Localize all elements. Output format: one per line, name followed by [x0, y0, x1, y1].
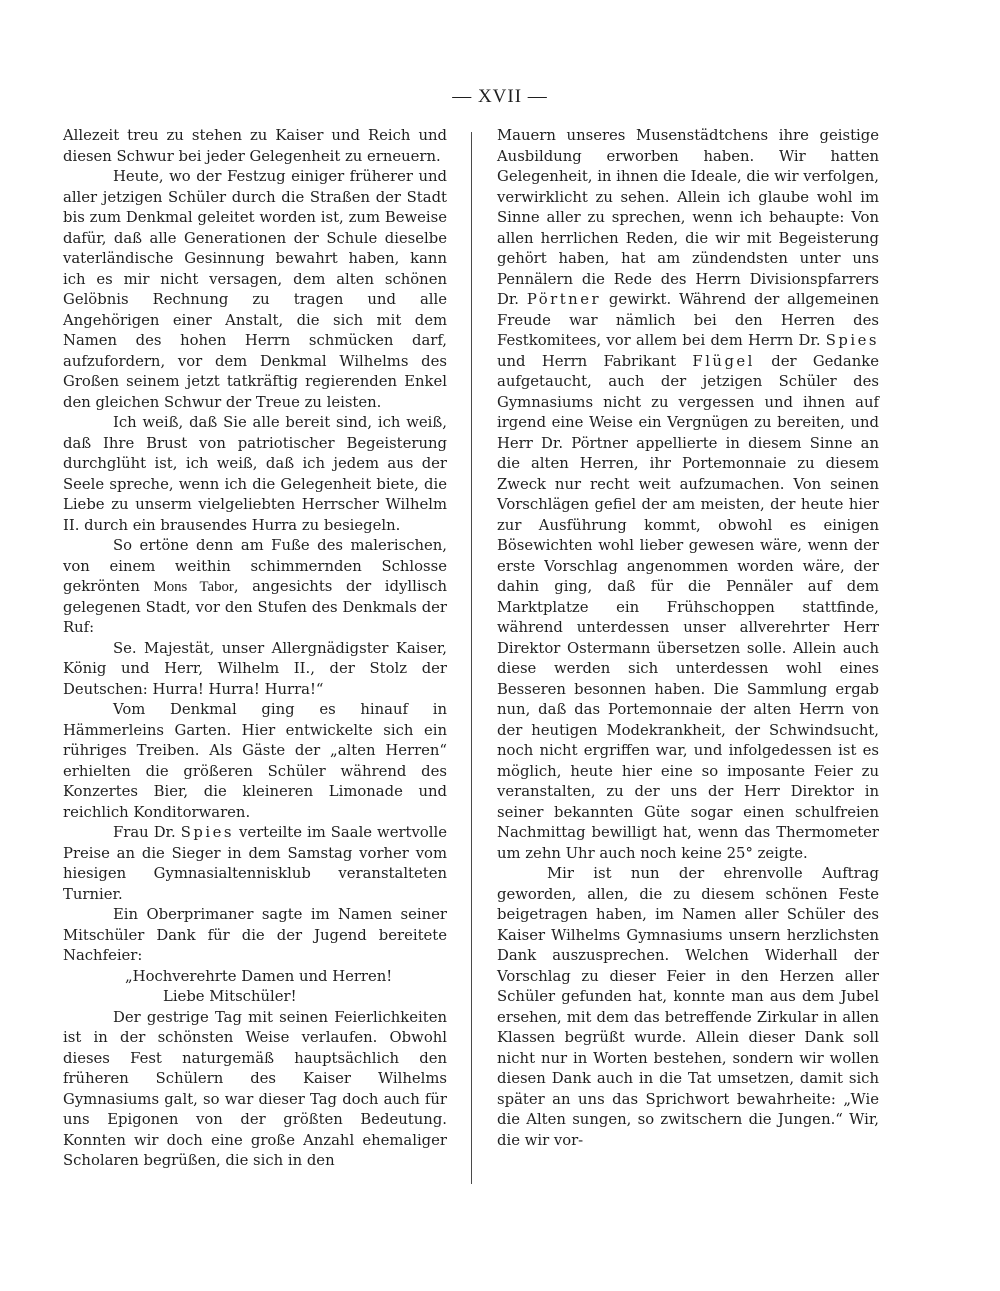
text-run: So ertöne denn am Fuße des malerischen, von einem weithin schimmernden Schlosse gekrönten [63, 537, 447, 595]
paragraph: Vom Denkmal ging es hinauf in Hämmerleins Garten. Hier entwickelte sich ein rühriges Treiben. Als Gäste der „alten Herren“ erhielten die größeren Schüler während des Konzertes Bier, die kleineren Limonade und reichlich Konditorwaren. [63, 701, 447, 821]
paragraph [63, 823, 447, 905]
latin-place-name: Mons Tabor [153, 579, 234, 595]
paragraph: Heute, wo der Festzug einiger früherer und aller jetzigen Schüler durch die Straßen der Stadt bis zum Denkmal geleitet worden ist, zum Beweise dafür, daß alle Generationen der Schule dieselbe vaterländische Gesinnung bewahrt haben, kann ich es mir nicht versagen, dem alten schönen Gelöbnis Rechnung zu tragen und alle Angehörigen einer Anstalt, die sich mit dem Namen des hohen Herrn schmücken darf, aufzufordern, vor dem Denkmal Wilhelms des Großen seinem jetzt tatkräftig regierenden Enkel den gleichen Schwur der Treue zu leisten. [63, 168, 447, 411]
paragraph: Allezeit treu zu stehen zu Kaiser und Reich und diesen Schwur bei jeder Gelegenheit zu erneuern. [63, 127, 447, 165]
paragraph [497, 126, 879, 864]
text-run: gewirkt. Während der allgemeinen Freude war nämlich bei den Herren des Festkomitees, vor allem bei dem Herrn Dr. [497, 291, 879, 349]
text-run: Frau Dr. [113, 824, 176, 841]
spaced-name: Spies [180, 824, 234, 841]
text-run: Mauern unseres Musenstädtchens ihre geistige Ausbildung erworben haben. Wir hatten Gelegenheit, in ihnen die Ideale, die wir verfolgen, verwirklicht zu sehen. Allein ich glaube wohl im Sinne aller zu sprechen, wenn ich behaupte: Von allen herrlichen Reden, die wir mit Begeisterung gehört haben, hat am zündendsten unter uns Pennälern die Rede des Herrn Divisionspfarrers Dr. [497, 127, 880, 308]
paragraph: Se. Majestät, unser Allergnädigster Kaiser, König und Herr, Wilhelm II., der Stolz der Deutschen: Hurra! Hurra! Hurra!“ [63, 639, 447, 698]
salutation: „Hochverehrte Damen und Herren! [125, 967, 393, 985]
text-run: verteilte im Saale wertvolle Preise an die Sieger in dem Samstag vorher vom hiesigen Gymnasialtennisklub veranstalteten Turnier. [63, 824, 447, 903]
column-divider [471, 132, 472, 1184]
paragraph: Der gestrige Tag mit seinen Feierlichkeiten ist in der schönsten Weise verlaufen. Obwohl dieses Fest naturgemäß hauptsächlich den früheren Schülern des Kaiser Wilhelms Gymnasiums galt, so war dieser Tag doch auch für uns Epigonen von der größten Bedeutung. Konnten wir doch eine große Anzahl ehemaliger Scholaren begrüßen, die sich in den [63, 1008, 447, 1169]
paragraph: Ein Oberprimaner sagte im Namen seiner Mitschüler Dank für die der Jugend bereitete Nachfeier: [63, 906, 447, 964]
spaced-name: Flügel [692, 352, 755, 370]
paragraph: Mir ist nun der ehrenvolle Auftrag geworden, allen, die zu diesem schönen Feste beigetragen haben, im Namen aller Schüler des Kaiser Wilhelms Gymnasiums unsern herzlichsten Dank auszusprechen. Welchen Widerhall der Vorschlag zu dieser Feier in den Herzen aller Schüler gefunden hat, konnte man aus dem Jubel ersehen, mit dem das betreffende Zirkular in allen Klassen begrüßt wurde. Allein dieser Dank soll nicht nur in Worten bestehen, sondern wir wollen diesen Dank auch in die Tat umsetzen, damit sich später an uns das Sprichwort bewahrheite: „Wie die Alten sungen, so zwitschern die Jungen.“ Wir, die wir vor- [497, 865, 879, 1149]
page-number: — XVII — [452, 86, 548, 107]
paragraph [63, 536, 447, 639]
spaced-name: Spies [825, 332, 879, 349]
spaced-name: Pörtner [526, 291, 602, 308]
right-column [497, 126, 879, 1151]
paragraph: Ich weiß, daß Sie alle bereit sind, ich weiß, daß Ihre Brust von patriotischer Begeisterung durchglüht ist, ich weiß, daß ich jedem aus der Seele spreche, wenn ich die Gelegenheit biete, die Liebe zu unserm vielgeliebten Herrscher Wilhelm II. durch ein brausendes Hurra zu besiegeln. [63, 414, 447, 534]
text-run: der Gedanke aufgetaucht, auch der jetzigen Schüler des Gymnasiums nicht zu vergessen und ihnen auf irgend eine Weise ein Vergnügen zu bereiten, und Herr Dr. Pörtner appellierte in diesem Sinne an die alten Herren, ihr Portemonnaie zu diesem Zweck nur recht weit aufzumachen. Von seinen Vorschlägen gefiel der am meisten, der heute hier zur Ausführung kommt, obwohl es einigen Bösewichten wohl lieber gewesen wäre, wenn der erste Vorschlag angenommen worden wäre, der dahin ging, daß für die Pennäler auf dem Marktplatze ein Frühschoppen stattfinde, während unterdessen unser allverehrter Herr Direktor Ostermann übersetzen solle. Allein auch diese werden sich unterdessen wohl eines Besseren besonnen haben. Die Sammlung ergab nun, daß das Portemonnaie der alten Herrn von der heutigen Modekrankheit, der Schwindsucht, noch nicht ergriffen war, und infolgedessen ist es möglich, heute hier eine so imposante Feier zu veranstalten, zu der uns der Herr Direktor in seiner bekannten Güte sogar einen schulfreien Nachmittag bewilligt hat, wenn das Thermometer um zehn Uhr auch noch keine 25° zeigte. [497, 352, 879, 862]
text-run: und Herrn Fabrikant [497, 352, 677, 370]
left-column [63, 126, 447, 1172]
text-run: , angesichts der idyllisch gelegenen Stadt, vor den Stufen des Denkmals der Ruf: [63, 578, 447, 636]
salutation: Liebe Mitschüler! [163, 988, 297, 1005]
